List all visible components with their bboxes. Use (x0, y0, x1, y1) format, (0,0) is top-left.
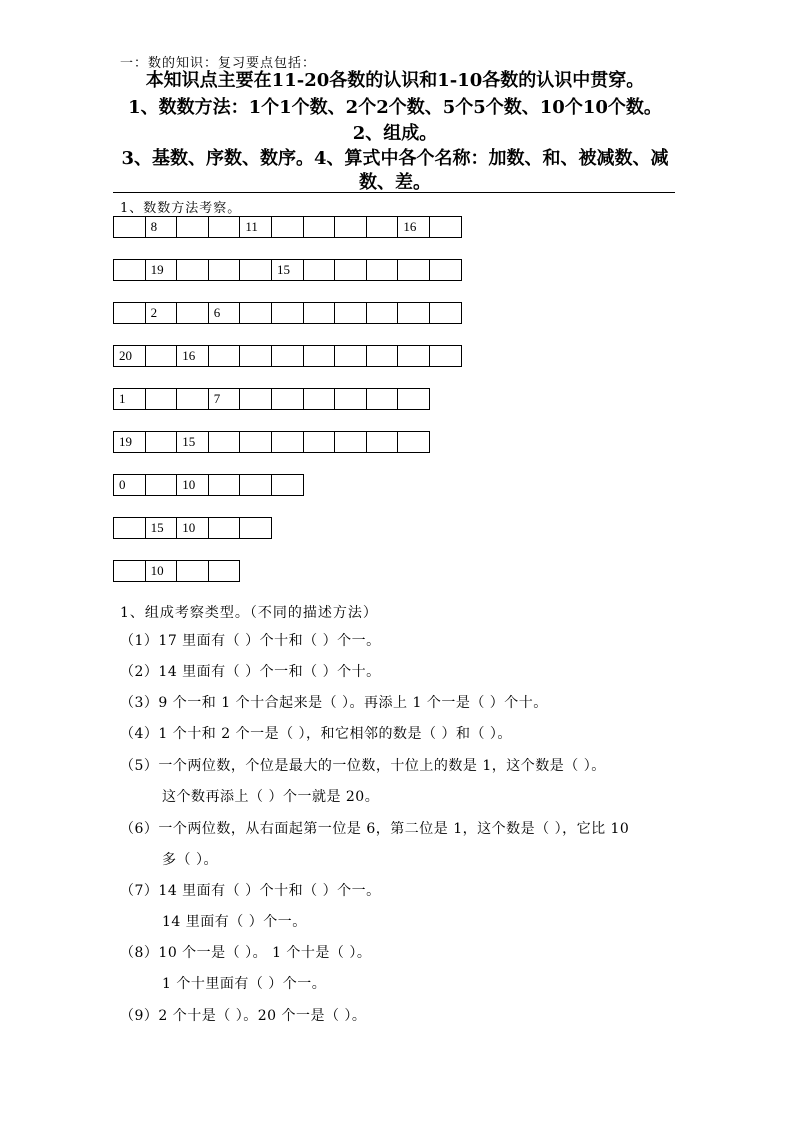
question-6-cont: 多（ ）。 (162, 852, 218, 868)
blank-cell[interactable] (208, 475, 240, 496)
blank-cell[interactable] (335, 260, 367, 281)
number-cell: 16 (398, 217, 430, 238)
headline-terms-cont: 数、差。 (359, 172, 431, 193)
number-cell: 8 (145, 217, 177, 238)
blank-cell[interactable] (177, 303, 209, 324)
question-5-cont: 这个数再添上（ ）个一就是 20。 (162, 789, 380, 805)
blank-cell[interactable] (398, 346, 430, 367)
blank-cell[interactable] (271, 432, 303, 453)
blank-cell[interactable] (208, 561, 240, 582)
number-cell: 19 (145, 260, 177, 281)
blank-cell[interactable] (303, 346, 335, 367)
number-grid (113, 216, 462, 238)
blank-cell[interactable] (271, 475, 303, 496)
blank-cell[interactable] (240, 475, 272, 496)
blank-cell[interactable] (398, 432, 430, 453)
number-grid (113, 388, 430, 410)
blank-cell[interactable] (366, 303, 398, 324)
number-cell: 6 (208, 303, 240, 324)
blank-cell[interactable] (271, 303, 303, 324)
number-cell: 11 (240, 217, 272, 238)
number-grid (113, 259, 462, 281)
blank-cell[interactable] (145, 432, 177, 453)
number-cell: 20 (114, 346, 146, 367)
question-9: （9）2 个十是（ ）。20 个一是（ ）。 (120, 1008, 367, 1024)
blank-cell[interactable] (177, 260, 209, 281)
blank-cell[interactable] (208, 217, 240, 238)
blank-cell[interactable] (240, 432, 272, 453)
blank-cell[interactable] (366, 260, 398, 281)
number-cell: 15 (177, 432, 209, 453)
question-6: （6）一个两位数，从右面起第一位是 6，第二位是 1，这个数是（ ），它比 10 (120, 821, 630, 837)
blank-cell[interactable] (366, 389, 398, 410)
blank-cell[interactable] (177, 561, 209, 582)
headline-scope: 本知识点主要在11-20各数的认识和1-10各数的认识中贯穿。 (145, 70, 645, 91)
blank-cell[interactable] (145, 475, 177, 496)
number-grid (113, 431, 430, 453)
number-cell: 10 (177, 475, 209, 496)
blank-cell[interactable] (208, 432, 240, 453)
number-cell: 19 (114, 432, 146, 453)
number-cell: 7 (208, 389, 240, 410)
blank-cell[interactable] (208, 346, 240, 367)
question-7-cont: 14 里面有（ ）个一。 (162, 914, 307, 930)
number-cell: 2 (145, 303, 177, 324)
headline-terms: 3、基数、序数、数序。4、算式中各个名称：加数、和、被减数、减 (121, 148, 669, 169)
blank-cell[interactable] (271, 346, 303, 367)
blank-cell[interactable] (303, 260, 335, 281)
blank-cell[interactable] (398, 303, 430, 324)
number-cell: 15 (271, 260, 303, 281)
question-8-cont: 1 个十里面有（ ）个一。 (162, 976, 327, 992)
blank-cell[interactable] (303, 432, 335, 453)
number-cell: 0 (114, 475, 146, 496)
blank-cell[interactable] (240, 346, 272, 367)
blank-cell[interactable] (398, 389, 430, 410)
question-7: （7）14 里面有（ ）个十和（ ）个一。 (120, 883, 381, 899)
blank-cell[interactable] (114, 217, 146, 238)
blank-cell[interactable] (240, 260, 272, 281)
blank-cell[interactable] (335, 346, 367, 367)
blank-cell[interactable] (177, 217, 209, 238)
blank-cell[interactable] (303, 303, 335, 324)
blank-cell[interactable] (303, 217, 335, 238)
blank-cell[interactable] (398, 260, 430, 281)
blank-cell[interactable] (208, 518, 240, 539)
blank-cell[interactable] (271, 389, 303, 410)
headline-counting-methods: 1、数数方法：1个1个数、2个2个数、5个5个数、10个10个数。 (128, 97, 662, 118)
question-4: （4）1 个十和 2 个一是（ ），和它相邻的数是（ ）和（ ）。 (120, 726, 512, 742)
blank-cell[interactable] (240, 518, 272, 539)
number-grid (113, 517, 272, 539)
blank-cell[interactable] (335, 432, 367, 453)
blank-cell[interactable] (114, 518, 146, 539)
blank-cell[interactable] (366, 217, 398, 238)
blank-cell[interactable] (429, 346, 461, 367)
blank-cell[interactable] (145, 346, 177, 367)
blank-cell[interactable] (366, 346, 398, 367)
blank-cell[interactable] (271, 217, 303, 238)
blank-cell[interactable] (240, 389, 272, 410)
section1-title: 1、数数方法考察。 (120, 201, 242, 216)
number-cell: 16 (177, 346, 209, 367)
blank-cell[interactable] (240, 303, 272, 324)
number-cell: 10 (145, 561, 177, 582)
intro-line: 一：数的知识：复习要点包括： (120, 56, 317, 71)
question-5: （5）一个两位数，个位是最大的一位数，十位上的数是 1，这个数是（ ）。 (120, 758, 606, 774)
blank-cell[interactable] (429, 260, 461, 281)
blank-cell[interactable] (429, 303, 461, 324)
number-cell: 1 (114, 389, 146, 410)
headline-composition: 2、组成。 (352, 123, 438, 144)
section2-title: 1、组成考察类型。（不同的描述方法） (120, 605, 378, 621)
question-2: （2）14 里面有（ ）个一和（ ）个十。 (120, 664, 381, 680)
blank-cell[interactable] (335, 303, 367, 324)
question-3: （3）9 个一和 1 个十合起来是（ ）。再添上 1 个一是（ ）个十。 (120, 695, 548, 711)
blank-cell[interactable] (303, 389, 335, 410)
blank-cell[interactable] (366, 432, 398, 453)
blank-cell[interactable] (208, 260, 240, 281)
number-grid (113, 302, 462, 324)
blank-cell[interactable] (429, 217, 461, 238)
number-cell: 10 (177, 518, 209, 539)
blank-cell[interactable] (114, 303, 146, 324)
blank-cell[interactable] (114, 260, 146, 281)
blank-cell[interactable] (177, 389, 209, 410)
blank-cell[interactable] (335, 217, 367, 238)
question-1: （1）17 里面有（ ）个十和（ ）个一。 (120, 633, 381, 649)
blank-cell[interactable] (114, 561, 146, 582)
divider-line (113, 192, 675, 193)
number-grid (113, 345, 462, 367)
blank-cell[interactable] (335, 389, 367, 410)
number-grid (113, 560, 240, 582)
number-grid (113, 474, 304, 496)
number-cell: 15 (145, 518, 177, 539)
question-8: （8）10 个一是（ ）。 1 个十是（ ）。 (120, 945, 372, 961)
blank-cell[interactable] (145, 389, 177, 410)
